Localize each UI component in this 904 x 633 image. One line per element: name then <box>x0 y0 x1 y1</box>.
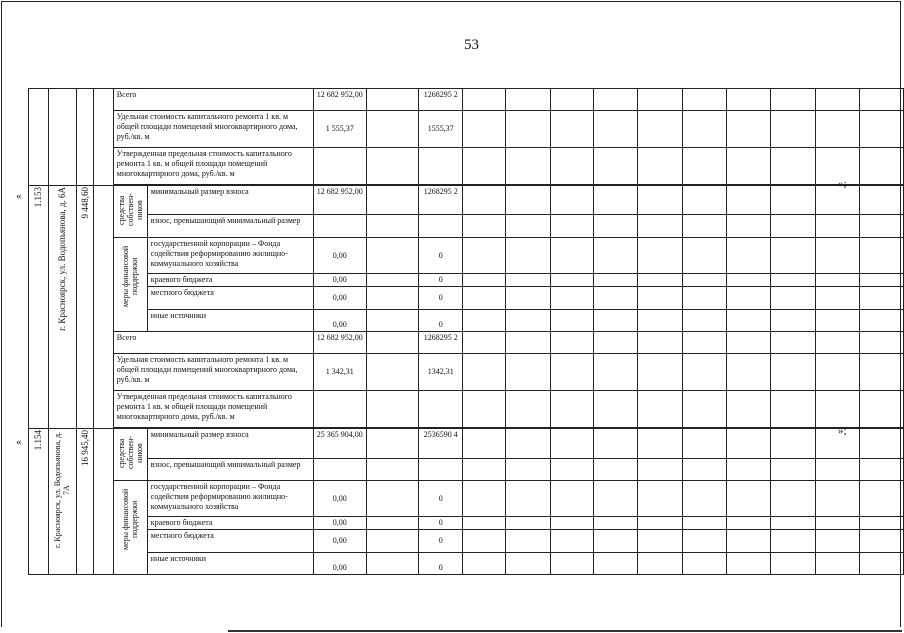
close-quote-mark: »; <box>838 178 847 190</box>
row-label-min-vznos: минимальный размер взноса <box>147 186 313 215</box>
record-number: 1.153 <box>33 187 44 208</box>
record-blank-cell <box>93 429 113 575</box>
record-area-cell <box>76 186 93 429</box>
value-cell: 1268295 2 <box>419 332 463 354</box>
row-label-ud-stoimost: Удельная стоимость капитального ремонта 1 кв. м общей площади помещений многоквартирного дома, руб./кв. м <box>113 354 313 391</box>
bottom-rule <box>228 630 902 632</box>
record-address-cell <box>48 186 76 429</box>
group-mery-label: меры финансовой поддержки <box>121 488 140 550</box>
close-quote-mark: »; <box>838 425 847 437</box>
record-number-cell <box>29 186 49 429</box>
open-quote-mark: « <box>16 190 22 202</box>
record-address: г. Красноярск, ул. Водопьянова, д. 7А <box>53 431 72 549</box>
value-cell: 1268295 2 <box>419 89 463 111</box>
row-label-inye: иные источники <box>147 553 313 575</box>
value-cell: 1 342,31 <box>313 354 366 391</box>
continued-address-cell <box>48 89 76 186</box>
value-cell: 0,00 <box>313 287 366 310</box>
table-row <box>29 332 904 354</box>
value-cell: 1268295 2 <box>419 186 463 215</box>
value-cell: 0,00 <box>313 481 366 517</box>
value-cell: 25 365 904,00 <box>313 429 366 459</box>
record-number: 1.154 <box>33 430 44 451</box>
table-row <box>29 148 904 185</box>
row-label-inye: иные источники <box>147 310 313 332</box>
table-row <box>29 429 904 459</box>
row-label-kraevogo: краевого бюджета <box>147 274 313 287</box>
record-area-cell <box>76 429 93 575</box>
row-label-utv-stoimost: Утвержденная предельная стоимость капитального ремонта 1 кв. м общей площади помещений многоквартирного дома, руб./кв. м <box>113 391 313 428</box>
value-cell: 0,00 <box>313 274 366 287</box>
value-cell: 0 <box>419 287 463 310</box>
table-row <box>29 89 904 111</box>
row-label-utv-stoimost: Утвержденная предельная стоимость капитального ремонта 1 кв. м общей площади помещений многоквартирного дома, руб./кв. м <box>113 148 313 185</box>
value-cell: 12 682 952,00 <box>313 332 366 354</box>
value-cell: 1555,37 <box>419 111 463 148</box>
value-cell: 1 555,37 <box>313 111 366 148</box>
row-label-kraevogo: краевого бюджета <box>147 517 313 530</box>
table-row <box>29 274 904 287</box>
row-label-gos-korp: государственной корпорации – Фонда содействия реформированию жилищно-коммунального хозяйства <box>147 238 313 274</box>
value-cell: 12 682 952,00 <box>313 89 366 111</box>
table-row <box>29 459 904 481</box>
value-cell: 0 <box>419 274 463 287</box>
value-cell: 0 <box>419 530 463 553</box>
table-row <box>29 553 904 575</box>
table-row <box>29 287 904 310</box>
value-cell: 0 <box>419 553 463 575</box>
value-cell: 0,00 <box>313 517 366 530</box>
row-label-mestnogo: местного бюджета <box>147 287 313 310</box>
row-label-vsego: Всего <box>113 332 313 354</box>
group-sredstva-label: средства собствен-ников <box>116 436 144 470</box>
capital-repair-table <box>28 88 904 575</box>
value-cell: 2536590 4 <box>419 429 463 459</box>
value-cell: 1342,31 <box>419 354 463 391</box>
record-address-cell <box>48 429 76 575</box>
value-cell: 0,00 <box>313 238 366 274</box>
row-label-vznos-prev: взнос, превышающий минимальный размер <box>147 459 313 481</box>
table-row <box>29 238 904 274</box>
group-sredstva-label: средства собствен-ников <box>116 193 144 227</box>
group-sredstva-cell <box>113 429 147 481</box>
row-label-vznos-prev: взнос, превышающий минимальный размер <box>147 215 313 238</box>
value-cell: 12 682 952,00 <box>313 186 366 215</box>
table-row <box>29 310 904 332</box>
group-mery-cell <box>113 481 147 575</box>
continued-area-cell <box>76 89 93 186</box>
record-number-cell <box>29 429 49 575</box>
row-label-gos-korp: государственной корпорации – Фонда содействия реформированию жилищно-коммунального хозяйства <box>147 481 313 517</box>
group-sredstva-cell <box>113 186 147 238</box>
row-label-mestnogo: местного бюджета <box>147 530 313 553</box>
record-area: 16 945,40 <box>79 430 90 466</box>
value-cell: 0,00 <box>313 310 366 332</box>
table-row <box>29 481 904 517</box>
group-mery-label: меры финансовой поддержки <box>121 245 140 307</box>
value-cell: 0 <box>419 310 463 332</box>
record-area: 9 448,60 <box>79 187 90 219</box>
group-mery-cell <box>113 238 147 332</box>
record-blank-cell <box>93 186 113 429</box>
open-quote-mark: « <box>16 436 22 448</box>
row-label-vsego: Всего <box>113 89 313 111</box>
value-cell: 0 <box>419 238 463 274</box>
value-cell: 0 <box>419 481 463 517</box>
table-row <box>29 354 904 391</box>
row-label-ud-stoimost: Удельная стоимость капитального ремонта 1 кв. м общей площади помещений многоквартирного дома, руб./кв. м <box>113 111 313 148</box>
value-cell: 0 <box>419 517 463 530</box>
continued-number-cell <box>29 89 49 186</box>
record-address: г. Красноярск, ул. Водопьянова, д. 6А <box>57 187 68 331</box>
table-row <box>29 215 904 238</box>
page-number: 53 <box>464 37 479 53</box>
table-row <box>29 530 904 553</box>
continued-blank-cell <box>93 89 113 186</box>
value-cell: 0,00 <box>313 530 366 553</box>
row-label-min-vznos: минимальный размер взноса <box>147 429 313 459</box>
value-cell: 0,00 <box>313 553 366 575</box>
table-row <box>29 391 904 428</box>
empty-cell <box>366 89 418 111</box>
table-row <box>29 111 904 148</box>
table-row <box>29 517 904 530</box>
table-row <box>29 186 904 215</box>
